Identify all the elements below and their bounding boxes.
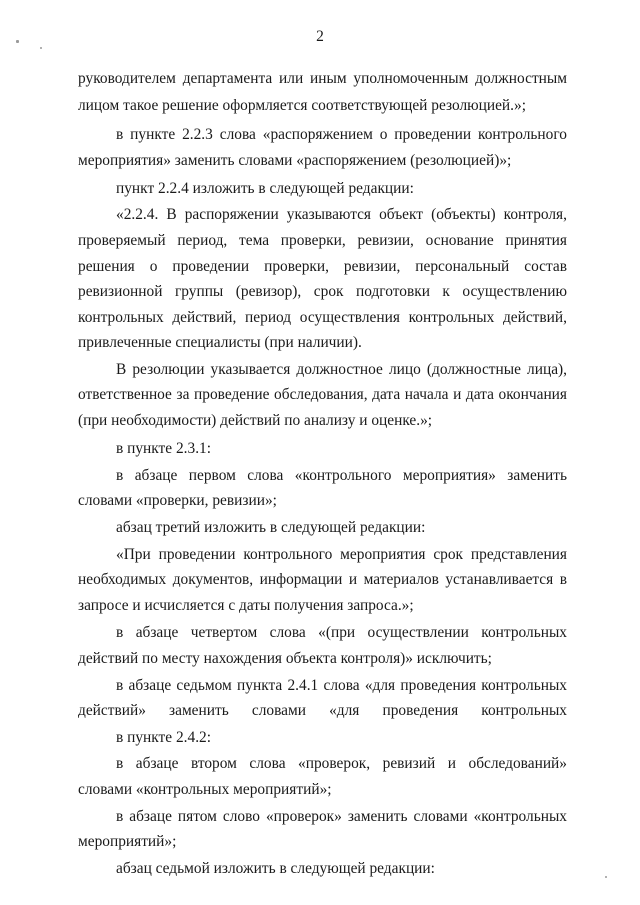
text-line: лицом такое решение оформляется соответствующей резолюцией.»;	[78, 97, 526, 114]
scan-mark	[16, 40, 19, 43]
text-line: «2.2.4. В распоряжении указываются объект (объекты) контроля,	[116, 206, 567, 223]
text-line: абзац седьмой изложить в следующей редакции:	[116, 860, 435, 877]
text-line: в пункте 2.3.1:	[116, 440, 212, 457]
text-line: запросе и исчисляется с даты получения запроса.»;	[78, 597, 414, 614]
text-line: руководителем департамента или иным уполномоченным должностным	[78, 70, 567, 87]
text-line: в абзаце втором слова «проверок, ревизий и обследований»	[116, 755, 567, 772]
text-line: В резолюции указывается должностное лицо (должностные лица),	[116, 361, 567, 378]
text-line: ответственное за проведение обследования, дата начала и дата окончания	[78, 386, 567, 403]
text-line: в пункте 2.4.2:	[116, 729, 212, 746]
text-line: пункт 2.2.4 изложить в следующей редакции:	[116, 180, 414, 197]
text-line: контрольных действий, период осуществления контрольных действий,	[78, 309, 567, 326]
text-line: мероприятий»;	[78, 833, 177, 850]
text-line: в абзаце пятом слово «проверок» заменить словами «контрольных	[116, 808, 567, 825]
text-line: (при необходимости) действий по анализу и оценке.»;	[78, 412, 433, 429]
text-line: ревизионной группы (ревизор), срок подготовки к осуществлению	[78, 283, 567, 300]
text-line: действий по месту нахождения объекта контроля)» исключить;	[78, 650, 492, 667]
text-line: словами «контрольных мероприятий»;	[78, 781, 332, 798]
scan-mark	[605, 876, 607, 878]
text-line: абзац третий изложить в следующей редакции:	[116, 519, 426, 536]
text-line: словами «проверки, ревизии»;	[78, 492, 277, 509]
text-line: проверяемый период, тема проверки, ревизии, основание принятия	[78, 232, 567, 249]
text-line: в пункте 2.2.3 слова «распоряжением о проведении контрольного	[116, 126, 567, 143]
text-line: мероприятия» заменить словами «распоряжением (резолюцией)»;	[78, 152, 512, 169]
text-line: в абзаце четвертом слова «(при осуществлении контрольных	[116, 624, 567, 641]
text-line: решения о проведении проверки, ревизии, персональный состав	[78, 258, 567, 275]
text-line: в абзаце первом слова «контрольного мероприятия» заменить	[116, 467, 567, 484]
text-line: «При проведении контрольного мероприятия срок представления	[116, 546, 567, 563]
text-line: в абзаце седьмом пункта 2.4.1 слова «для проведения контрольных	[116, 677, 567, 694]
text-line: привлеченные специалисты (при наличии).	[78, 334, 362, 351]
text-line: необходимых документов, информации и материалов устанавливается в	[78, 571, 567, 588]
scan-mark	[40, 47, 42, 49]
text-line: действий» заменить словами «для проведения контрольных	[78, 702, 567, 719]
page-number: 2	[316, 28, 324, 45]
